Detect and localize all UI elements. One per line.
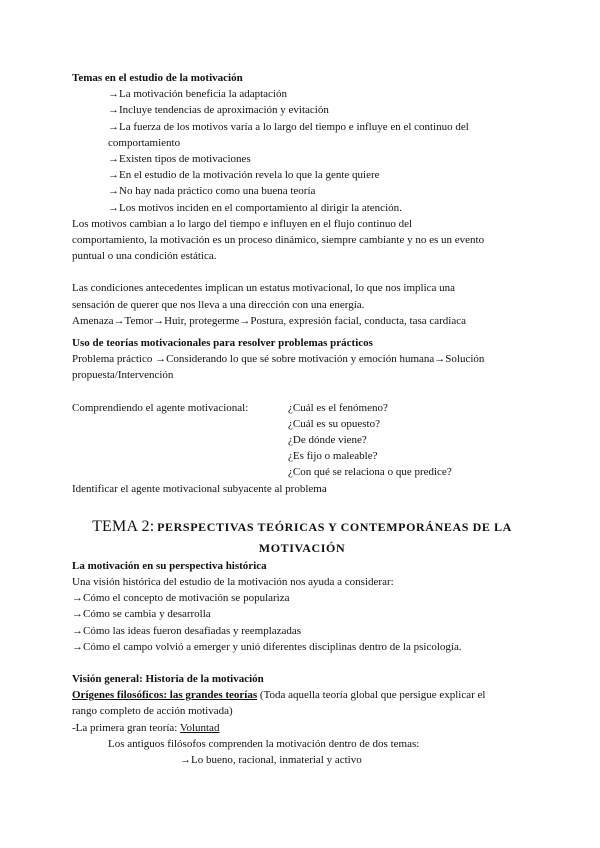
origins-heading: Orígenes filosóficos: las grandes teorías bbox=[72, 689, 258, 702]
question-item: ¿Con qué se relaciona o que predice? bbox=[288, 466, 452, 479]
list-item: →Incluye tendencias de aproximación y evitación bbox=[108, 104, 329, 117]
agent-label: Comprendiendo el agente motivacional: bbox=[72, 401, 249, 414]
list-item: →Cómo el concepto de motivación se populariza bbox=[72, 592, 290, 605]
paragraph-line: Las condiciones antecedentes implican un estatus motivacional, lo que nos implica una bbox=[72, 282, 456, 295]
agent-question-row bbox=[72, 400, 532, 416]
list-item: →Cómo el campo volvió a emerger y unió diferentes disciplinas dentro de la psicología. bbox=[72, 640, 462, 653]
chapter-title bbox=[72, 517, 532, 558]
list-item: →No hay nada práctico como una buena teoría bbox=[108, 185, 316, 198]
list-item: →La motivación beneficia la adaptación bbox=[108, 88, 287, 101]
list-item: →Cómo se cambia y desarrolla bbox=[72, 608, 211, 621]
first-theory-prefix: -La primera gran teoría: bbox=[72, 721, 180, 734]
paragraph-line: Los motivos cambian a lo largo del tiempo e influyen en el flujo continuo del bbox=[72, 217, 413, 230]
paragraph-line: rango completo de acción motivada) bbox=[72, 705, 233, 718]
first-theory-line bbox=[72, 720, 532, 736]
chapter-title-part1: PERSPECTIVAS TEÓRICAS Y CONTEMPORÁNEAS DE LA bbox=[157, 519, 512, 534]
section-heading-uso-teorias: Uso de teorías motivacionales para resolver problemas prácticos bbox=[72, 337, 373, 350]
chapter-title-part2: MOTIVACIÓN bbox=[258, 540, 346, 555]
sub-heading-historica: La motivación en su perspectiva histórica bbox=[72, 559, 267, 572]
paragraph-line: Amenaza→Temor→Huir, protegerme→Postura, expresión facial, conducta, tasa cardiaca bbox=[72, 314, 467, 327]
document-page bbox=[72, 70, 532, 768]
first-theory-name: Voluntad bbox=[179, 721, 220, 734]
list-item: →Cómo las ideas fueron desafiadas y reemplazadas bbox=[72, 624, 302, 637]
paragraph-line: comportamiento, la motivación es un proceso dinámico, siempre cambiante y no es un evento bbox=[72, 234, 485, 247]
sub-heading-vision-general: Visión general: Historia de la motivación bbox=[72, 673, 264, 686]
list-item-continuation: comportamiento bbox=[108, 136, 181, 149]
origins-line bbox=[72, 687, 532, 703]
closing-line: Identificar el agente motivacional subyacente al problema bbox=[72, 482, 327, 495]
paragraph-line: Los antiguos filósofos comprenden la motivación dentro de dos temas: bbox=[108, 737, 420, 750]
paragraph-line: Una visión histórica del estudio de la motivación nos ayuda a considerar: bbox=[72, 576, 394, 589]
question-item: ¿Cuál es el fenómeno? bbox=[288, 401, 388, 414]
list-item: →Los motivos inciden en el comportamiento al dirigir la atención. bbox=[108, 201, 402, 214]
question-item: ¿Es fijo o maleable? bbox=[288, 450, 378, 463]
section-heading-temas: Temas en el estudio de la motivación bbox=[72, 72, 243, 84]
paragraph-line: sensación de querer que nos lleva a una dirección con una energía. bbox=[72, 298, 365, 311]
question-item: ¿Cuál es su opuesto? bbox=[288, 417, 380, 430]
list-item: →Existen tipos de motivaciones bbox=[108, 153, 251, 166]
list-item: →En el estudio de la motivación revela lo que la gente quiere bbox=[108, 169, 380, 182]
question-item: ¿De dónde viene? bbox=[288, 434, 367, 447]
paragraph-line: puntual o una condición estática. bbox=[72, 250, 217, 263]
list-item: →Lo bueno, racional, inmaterial y activo bbox=[180, 754, 362, 767]
origins-text: (Toda aquella teoría global que persigue explicar el bbox=[257, 689, 486, 702]
paragraph-line: Problema práctico →Considerando lo que sé sobre motivación y emoción humana→Solución bbox=[72, 353, 485, 366]
chapter-title-prefix: TEMA 2: bbox=[92, 517, 155, 535]
paragraph-line: propuesta/Intervención bbox=[72, 369, 174, 382]
list-item: →La fuerza de los motivos varía a lo largo del tiempo e influye en el continuo del bbox=[108, 120, 469, 133]
